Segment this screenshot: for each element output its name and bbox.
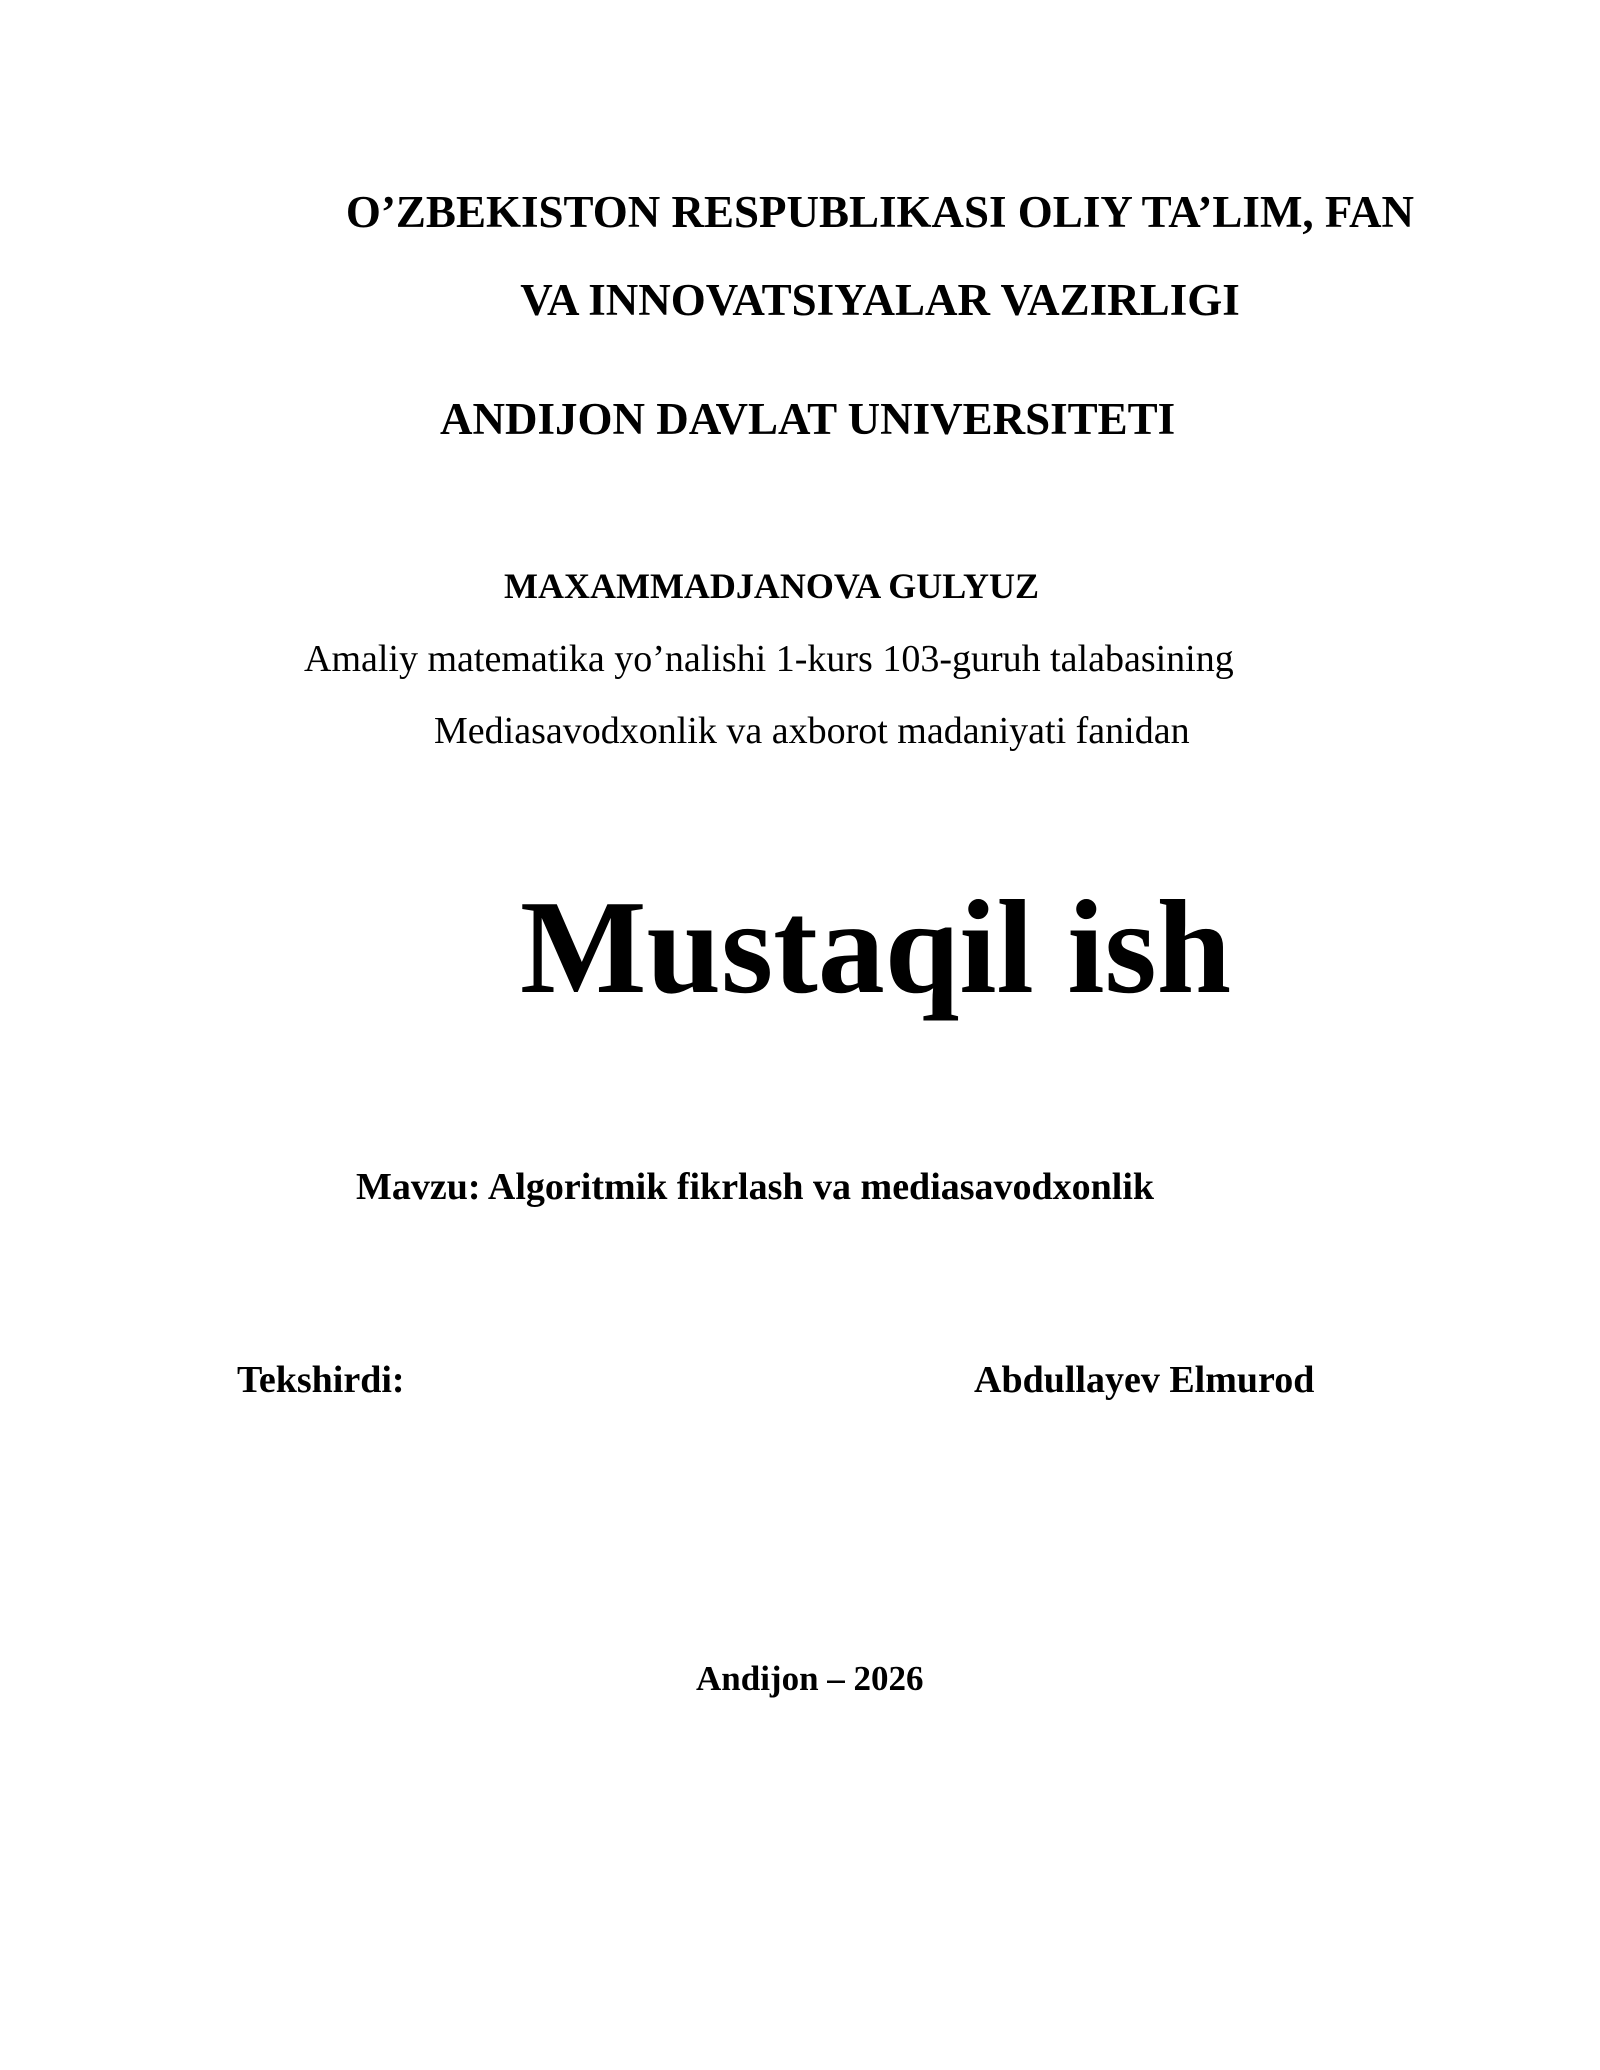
university-name: ANDIJON DAVLAT UNIVERSITETI [440, 394, 1176, 444]
document-topic: Mavzu: Algoritmik fikrlash va mediasavodxonlik [356, 1166, 1155, 1208]
student-program-info: Amaliy matematika yo’nalishi 1-kurs 103-guruh talabasining [304, 638, 1234, 680]
checker-name: Abdullayev Elmurod [974, 1359, 1315, 1401]
course-subject: Mediasavodxonlik va axborot madaniyati fanidan [434, 710, 1190, 752]
ministry-name-line-2: VA INNOVATSIYALAR VAZIRLIGI [520, 275, 1240, 325]
student-name: MAXAMMADJANOVA GULYUZ [504, 566, 1040, 606]
ministry-name-line-1: O’ZBEKISTON RESPUBLIKASI OLIY TA’LIM, FAN [345, 187, 1415, 237]
city-year: Andijon – 2026 [696, 1659, 924, 1698]
document-title: Mustaqil ish [520, 873, 1232, 1021]
checked-by-label: Tekshirdi: [237, 1359, 405, 1401]
